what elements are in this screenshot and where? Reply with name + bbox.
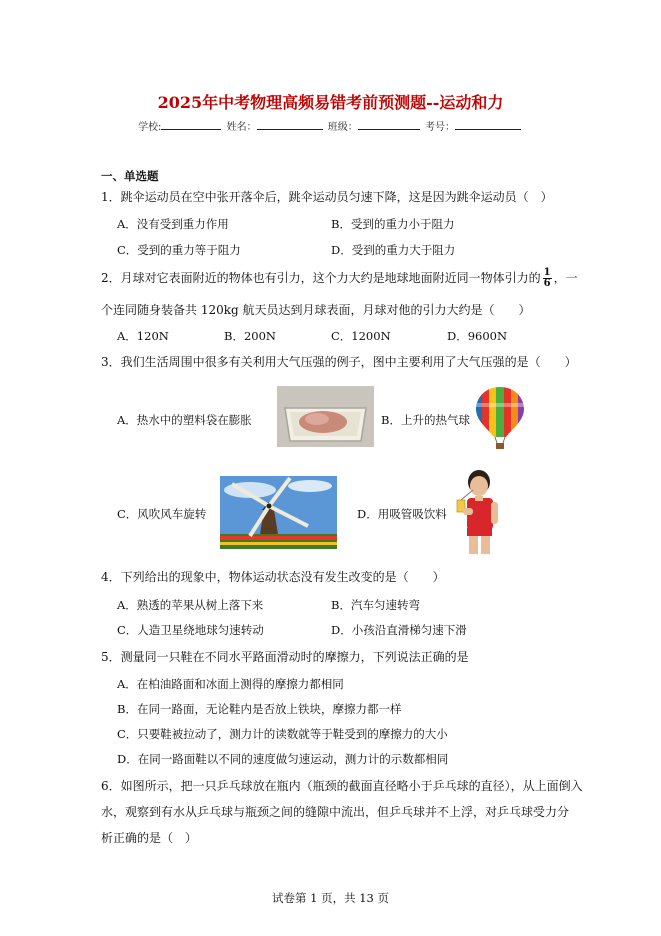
boy-drinking-image (455, 468, 503, 556)
fraction-denominator: 6 (543, 278, 551, 289)
q4-option-d: D．小孩沿直滑梯匀速下滑 (331, 623, 467, 637)
school-label: 学校: (138, 122, 162, 133)
question-2-line-2: 个连同随身装备共 120kg 航天员达到月球表面，月球对他的引力大约是（ ） (101, 303, 531, 317)
q3-option-c: C．风吹风车旋转 (117, 507, 207, 521)
school-blank (161, 119, 221, 130)
question-6-line-1: 6．如图所示，把一只乒乓球放在瓶内（瓶颈的截面直径略小于乒乓球的直径），从上面倒入 (101, 779, 583, 793)
page-title: 2025年中考物理高频易错考前预测题--运动和力 (157, 93, 504, 112)
question-5-stem: 5．测量同一只鞋在不同水平路面滑动时的摩擦力，下列说法正确的是 (101, 650, 469, 664)
q4-option-b: B．汽车匀速转弯 (331, 598, 420, 612)
class-label: 班级： (327, 122, 358, 133)
page-footer: 试卷第 1 页，共 13 页 (271, 891, 390, 905)
student-info-line (0, 118, 661, 133)
q1-option-d: D．受到的重力大于阻力 (331, 243, 456, 257)
plastic-bag-tray-image (277, 386, 374, 447)
question-2-line-1 (101, 267, 578, 289)
q2-stem-a: 2．月球对它表面附近的物体也有引力，这个力大约是地球地面附近同一物体引力的 (101, 271, 541, 285)
section-heading: 一、单选题 (101, 169, 159, 183)
q5-option-b: B．在同一路面，无论鞋内是否放上铁块，摩擦力都一样 (117, 702, 402, 716)
question-4-stem: 4．下列给出的现象中，物体运动状态没有发生改变的是（ ） (101, 570, 445, 584)
question-3-stem: 3．我们生活周围中很多有关利用大气压强的例子，图中主要利用了大气压强的是（ ） (101, 355, 577, 369)
q5-option-d: D．在同一路面鞋以不同的速度做匀速运动，测力计的示数都相同 (117, 752, 449, 766)
q5-option-c: C．只要鞋被拉动了，测力计的读数就等于鞋受到的摩擦力的大小 (117, 727, 448, 741)
q1-option-a: A．没有受到重力作用 (117, 217, 229, 231)
name-blank (257, 119, 323, 130)
q2-stem-b: ，一 (553, 271, 578, 285)
q2-option-d: D．9600N (447, 329, 508, 343)
q2-option-b: B．200N (224, 329, 276, 343)
q2-option-c: C．1200N (331, 329, 391, 343)
q3-option-d: D．用吸管吸饮料 (357, 507, 447, 521)
q3-option-b: B．上升的热气球 (381, 413, 470, 427)
fraction-numerator: 1 (543, 267, 551, 278)
q4-option-c: C．人造卫星绕地球匀速转动 (117, 623, 264, 637)
one-sixth-fraction (543, 268, 552, 289)
q1-option-c: C．受到的重力等于阻力 (117, 243, 241, 257)
question-1-stem: 1．跳伞运动员在空中张开落伞后，跳伞运动员匀速下降，这是因为跳伞运动员（ ） (101, 190, 553, 204)
question-6-line-2: 水，观察到有水从乒乓球与瓶颈之间的缝隙中流出，但乒乓球并不上浮，对乒乓球受力分 (101, 805, 570, 819)
question-6-line-3: 析正确的是（ ） (101, 831, 198, 845)
q3-option-a: A．热水中的塑料袋在膨胀 (117, 413, 252, 427)
number-blank (455, 119, 521, 130)
name-label: 姓名： (226, 122, 257, 133)
windmill-image (220, 476, 337, 549)
q4-option-a: A．熟透的苹果从树上落下来 (117, 598, 264, 612)
class-blank (358, 119, 420, 130)
q5-option-a: A．在柏油路面和冰面上测得的摩擦力都相同 (117, 677, 344, 691)
number-label: 考号： (424, 122, 455, 133)
q2-option-a: A．120N (117, 329, 169, 343)
q1-option-b: B．受到的重力小于阻力 (331, 217, 455, 231)
hot-air-balloon-image (474, 385, 526, 451)
